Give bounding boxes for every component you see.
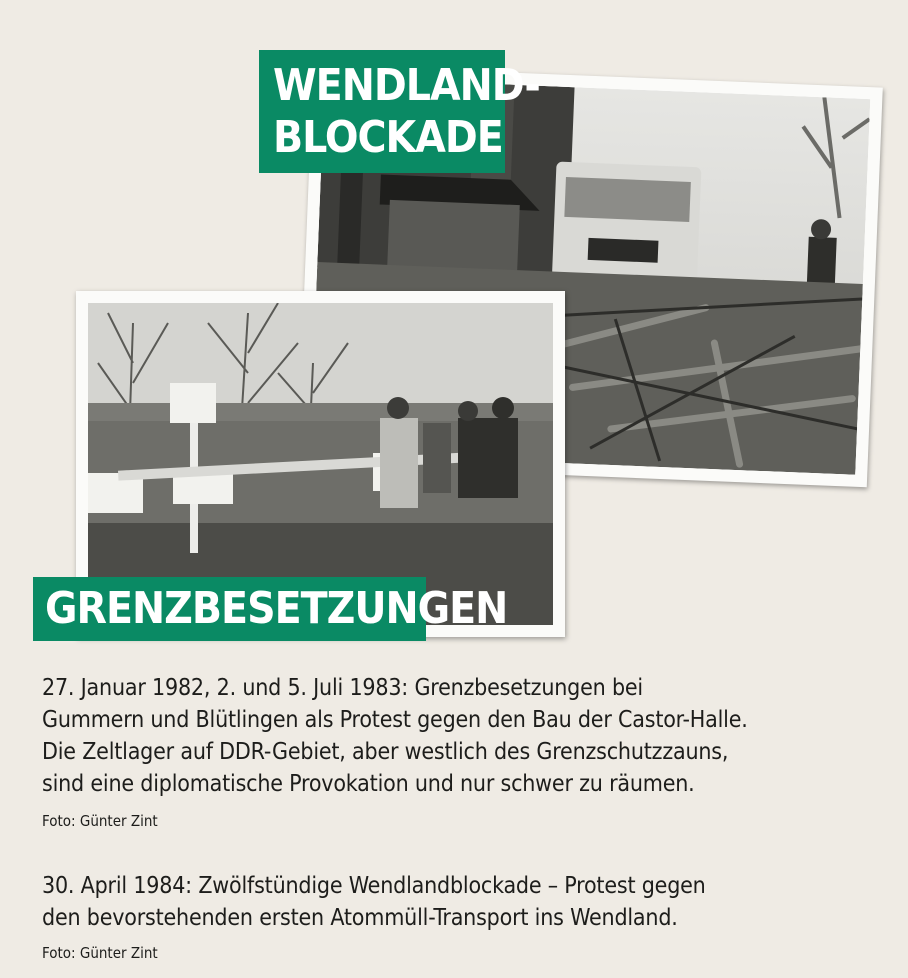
caption-grenzbesetzungen <box>42 672 862 800</box>
caption-line: den bevorstehenden ersten Atommüll-Transport ins Wendland. <box>42 905 678 931</box>
grenzbesetzungen-label <box>33 577 508 641</box>
wendland-label-line2: BLOCKADE <box>273 112 503 163</box>
caption-line: 30. April 1984: Zwölfstündige Wendlandblockade – Protest gegen <box>42 873 706 899</box>
wendland-label-line1: WENDLAND- <box>273 60 540 111</box>
wendland-blockade-label <box>259 50 540 173</box>
caption-wendland-blockade <box>42 870 862 934</box>
caption-line: 27. Januar 1982, 2. und 5. Juli 1983: Grenzbesetzungen bei <box>42 675 643 701</box>
caption-line: sind eine diplomatische Provokation und nur schwer zu räumen. <box>42 771 695 797</box>
photo-credit: Foto: Günter Zint <box>42 812 158 830</box>
grenz-label-text: GRENZBESETZUNGEN <box>45 583 508 634</box>
photo-credit: Foto: Günter Zint <box>42 944 158 962</box>
caption-line: Gummern und Blütlingen als Protest gegen den Bau der Castor-Halle. <box>42 707 748 733</box>
caption-line: Die Zeltlager auf DDR-Gebiet, aber westlich des Grenzschutzzauns, <box>42 739 729 765</box>
